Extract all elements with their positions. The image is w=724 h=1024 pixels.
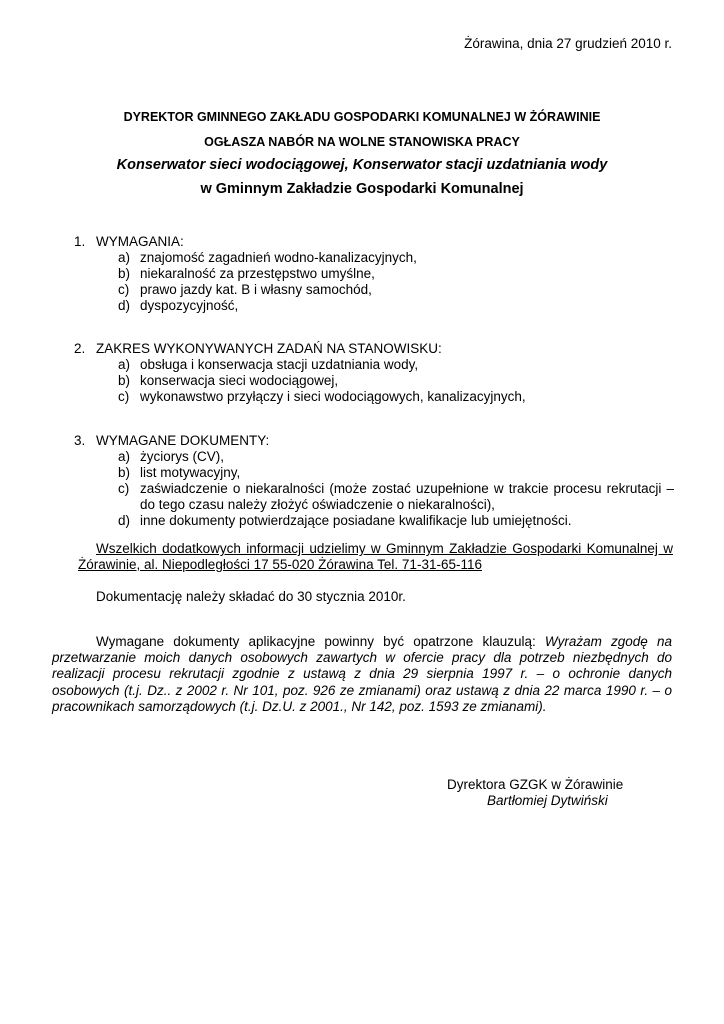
announcement-title: DYREKTOR GMINNEGO ZAKŁADU GOSPODARKI KOMUNALNEJ W ŻÓRAWINIE — [123, 110, 601, 124]
item-text: życiorys (CV), — [140, 449, 224, 464]
item-marker: b) — [118, 266, 131, 281]
contact-info: Wszelkich dodatkowych informacji udzielimy w Gminnym Zakładzie Gospodarki Komunalnej w Żórawinie, al. Niepodległości 17 55-020 Żórawina Tel. 71-31-65-116 — [78, 541, 673, 572]
item-marker: a) — [118, 357, 131, 372]
item-marker: c) — [118, 389, 130, 404]
item-text: prawo jazdy kat. B i własny samochód, — [140, 282, 372, 297]
item-text: wykonawstwo przyłączy i sieci wodociągowych, kanalizacyjnych, — [140, 389, 526, 404]
duties-list — [118, 357, 674, 405]
section-title: WYMAGANIA: — [96, 234, 184, 249]
item-text: inne dokumenty potwierdzające posiadane kwalifikacje lub umiejętności. — [140, 513, 572, 528]
list-item — [118, 373, 674, 389]
consent-clause — [52, 634, 672, 715]
list-item — [118, 465, 674, 481]
item-text: list motywacyjny, — [140, 465, 241, 480]
item-marker: b) — [118, 465, 131, 480]
section-number: 1. — [74, 234, 86, 249]
document-date: Żórawina, dnia 27 grudzień 2010 r. — [464, 36, 672, 51]
item-text: znajomość zagadnień wodno-kanalizacyjnych, — [140, 250, 417, 265]
section-number: 3. — [74, 433, 86, 448]
signature-name: Bartłomiej Dytwiński — [487, 793, 608, 808]
list-item — [118, 449, 674, 465]
signature-title: Dyrektora GZGK w Żórawinie — [447, 777, 624, 792]
list-item — [118, 250, 674, 266]
list-item — [118, 298, 674, 314]
item-marker: a) — [118, 250, 131, 265]
section-title: ZAKRES WYKONYWANYCH ZADAŃ NA STANOWISKU: — [96, 341, 442, 356]
documents-list — [118, 449, 674, 529]
employer-name: w Gminnym Zakładzie Gospodarki Komunalnej — [200, 181, 524, 197]
section-number: 2. — [74, 341, 86, 356]
list-item — [118, 481, 674, 513]
list-item — [118, 513, 674, 529]
item-marker: c) — [118, 481, 130, 496]
list-item — [118, 389, 674, 405]
section-duties-heading — [74, 341, 442, 356]
item-text: dyspozycyjność, — [140, 298, 239, 313]
item-text: obsługa i konserwacja stacji uzdatniania wody, — [140, 357, 419, 372]
item-text: konserwacja sieci wodociągowej, — [140, 373, 339, 388]
section-documents-heading — [74, 433, 269, 448]
clause-intro: Wymagane dokumenty aplikacyjne powinny być opatrzone klauzulą: — [96, 634, 545, 649]
clause-text: Wyrażam zgodę na przetwarzanie moich danych osobowych zawartych w ofercie pracy dla potrzeb niezbędnych do realizacji procesu rekrutacji zgodnie z ustawą z dnia 29 sierpnia 1997 r. – o ochronie danych osobowych (t.j. Dz.. z 2002 r. Nr 101, poz. 926 ze zmianami) oraz ustawą z dnia 22 marca 1990 r. – o pracownikach samorządowych (t.j. Dz.U. z 2001., Nr 142, poz. 1593 ze zmianami). — [52, 634, 672, 714]
item-marker: b) — [118, 373, 131, 388]
section-requirements-heading — [74, 234, 184, 249]
item-marker: a) — [118, 449, 131, 464]
section-title: WYMAGANE DOKUMENTY: — [96, 433, 270, 448]
list-item — [118, 282, 674, 298]
list-item — [118, 357, 674, 373]
item-marker: d) — [118, 298, 131, 313]
item-text: niekaralność za przestępstwo umyślne, — [140, 266, 375, 281]
item-marker: c) — [118, 282, 130, 297]
list-item — [118, 266, 674, 282]
announcement-subtitle: OGŁASZA NABÓR NA WOLNE STANOWISKA PRACY — [204, 135, 520, 149]
job-positions: Konserwator sieci wodociągowej, Konserwator stacji uzdatniania wody — [116, 157, 608, 173]
requirements-list — [118, 250, 674, 314]
item-marker: d) — [118, 513, 131, 528]
submission-deadline: Dokumentację należy składać do 30 stycznia 2010r. — [96, 589, 406, 604]
item-text: zaświadczenie o niekaralności (może zostać uzupełnione w trakcie procesu rekrutacji – do tego czasu należy złożyć oświadczenie o niekaralności), — [140, 481, 674, 512]
